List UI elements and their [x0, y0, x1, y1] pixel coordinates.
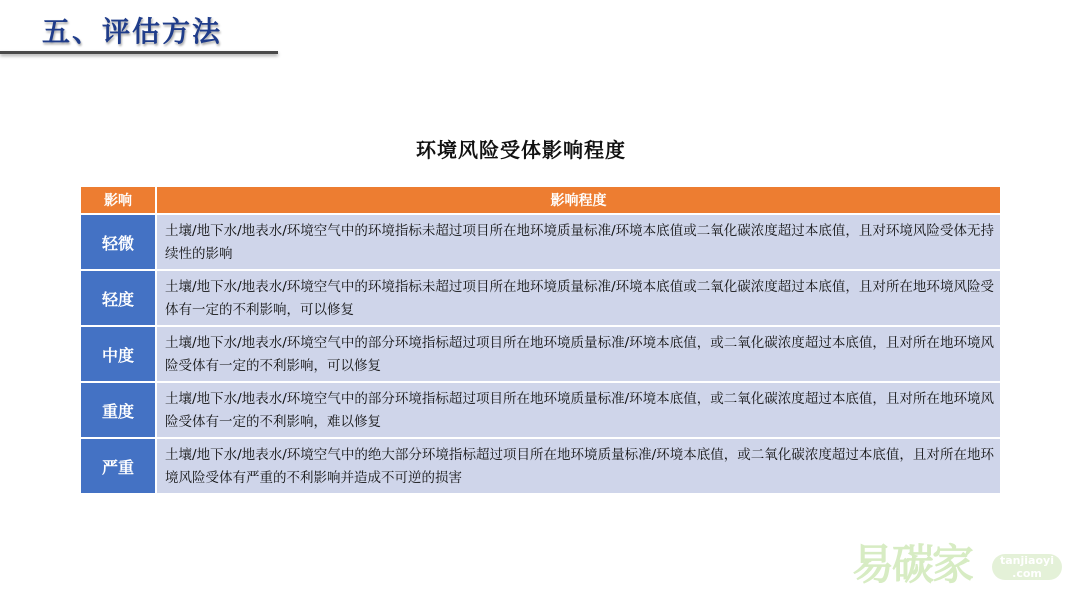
column-header-impact-degree: 影响程度: [156, 187, 1000, 214]
impact-table: [81, 187, 1000, 495]
table-row: [81, 326, 1000, 382]
section-title: 五、评估方法: [42, 15, 223, 48]
impact-level-cell: 严重: [81, 438, 156, 494]
section-title-underline: [0, 51, 278, 54]
watermark-logo: [852, 532, 1062, 592]
impact-level-cell: 轻度: [81, 270, 156, 326]
watermark-badge-line1: tanjiaoyi: [1000, 554, 1054, 567]
table-row: [81, 438, 1000, 494]
impact-level-cell: 重度: [81, 382, 156, 438]
watermark-badge-line2: .com: [1012, 567, 1042, 580]
impact-level-cell: 轻微: [81, 214, 156, 270]
table-row: [81, 382, 1000, 438]
impact-description-cell: 土壤/地下水/地表水/环境空气中的部分环境指标超过项目所在地环境质量标准/环境本底值，或二氧化碳浓度超过本底值，且对所在地环境风险受体有一定的不利影响，可以修复: [156, 326, 1000, 382]
watermark-text: 易碳家: [852, 540, 973, 589]
table-row: [81, 270, 1000, 326]
table-title: 环境风险受体影响程度: [416, 138, 626, 162]
table-header-row: [81, 187, 1000, 214]
watermark-badge: [992, 554, 1062, 580]
impact-table-container: [81, 187, 1000, 495]
impact-description-cell: 土壤/地下水/地表水/环境空气中的部分环境指标超过项目所在地环境质量标准/环境本底值，或二氧化碳浓度超过本底值，且对所在地环境风险受体有一定的不利影响，难以修复: [156, 382, 1000, 438]
impact-description-cell: 土壤/地下水/地表水/环境空气中的环境指标未超过项目所在地环境质量标准/环境本底值或二氧化碳浓度超过本底值，且对所在地环境风险受体有一定的不利影响，可以修复: [156, 270, 1000, 326]
column-header-impact: 影响: [81, 187, 156, 214]
impact-level-cell: 中度: [81, 326, 156, 382]
table-row: [81, 214, 1000, 270]
impact-description-cell: 土壤/地下水/地表水/环境空气中的环境指标未超过项目所在地环境质量标准/环境本底值或二氧化碳浓度超过本底值，且对环境风险受体无持续性的影响: [156, 214, 1000, 270]
impact-description-cell: 土壤/地下水/地表水/环境空气中的绝大部分环境指标超过项目所在地环境质量标准/环境本底值，或二氧化碳浓度超过本底值，且对所在地环境风险受体有严重的不利影响并造成不可逆的损害: [156, 438, 1000, 494]
